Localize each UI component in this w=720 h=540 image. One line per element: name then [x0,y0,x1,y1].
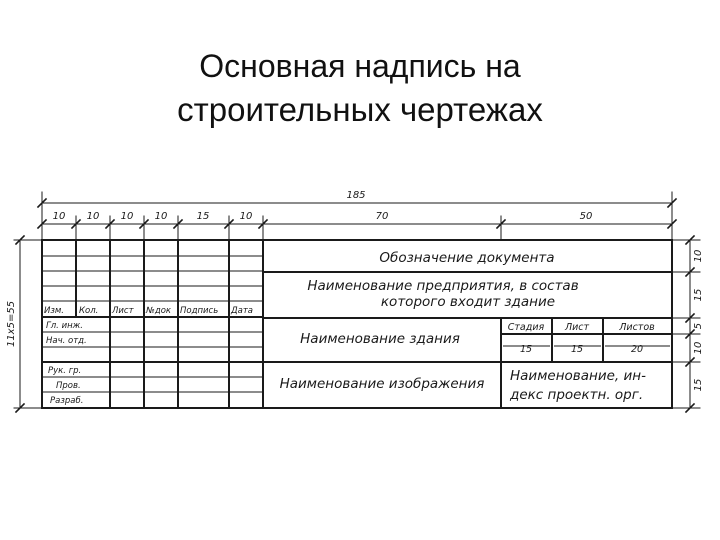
dim-col: 50 [579,211,593,222]
dim-col: 10 [86,211,100,222]
design-org-line-1: Наименование, ин- [510,368,646,384]
stage-header: Листов [619,322,655,333]
enterprise-name-line-2: которого входит здание [380,294,556,310]
stage-dim: 15 [519,344,533,355]
dim-row: 15 [693,288,704,302]
dim-col: 10 [154,211,168,222]
image-name: Наименование изображения [279,376,485,392]
stage-header: Стадия [507,322,545,333]
header-cell: Кол. [79,306,99,316]
dim-col: 10 [120,211,134,222]
header-cell: Дата [231,306,254,316]
dim-col: 10 [239,211,253,222]
role-label: Гл. инж. [46,321,84,331]
role-label: Разраб. [50,396,84,406]
document-designation: Обозначение документа [379,250,555,266]
dim-col: 70 [375,211,389,222]
role-label: Нач. отд. [46,336,87,346]
dim-col: 15 [196,211,210,222]
header-cell: Лист [112,306,134,316]
stage-dim: 15 [570,344,584,355]
header-cell: Изм. [44,306,64,316]
title-line-1: Основная надпись на [199,48,521,84]
dim-row: 10 [693,249,704,263]
role-label: Рук. гр. [48,366,82,376]
stage-header: Лист [564,322,590,333]
dim-row: 5 [693,322,704,330]
title-line-2: строительных чертежах [177,91,543,128]
dim-row: 10 [693,341,704,355]
dim-left: 11x5=55 [6,300,17,348]
building-name: Наименование здания [300,331,460,347]
dim-col: 10 [52,211,66,222]
stage-dim: 20 [630,344,644,355]
role-label: Пров. [56,381,81,391]
header-cell: Подпись [180,306,219,316]
dim-total: 185 [346,190,366,201]
header-cell: №док [146,306,172,316]
enterprise-name-line-1: Наименование предприятия, в состав [307,278,579,294]
dim-row: 15 [693,378,704,392]
design-org-line-2: декс проектн. орг. [510,387,644,403]
